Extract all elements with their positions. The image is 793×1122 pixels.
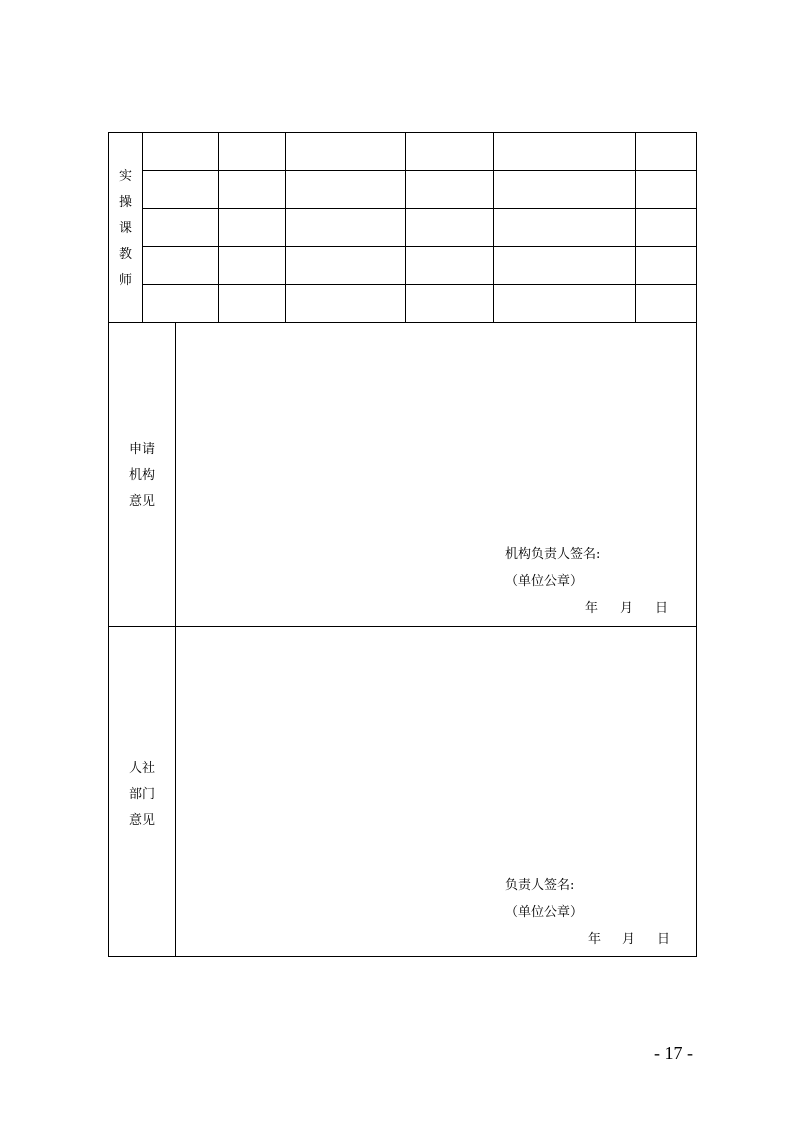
teacher-cell[interactable] — [636, 133, 696, 170]
teacher-row-divider — [142, 170, 697, 171]
teacher-cell[interactable] — [406, 133, 493, 170]
hr-opinion-content[interactable] — [176, 627, 696, 956]
hr-label-line: 部门 — [128, 787, 155, 802]
hr-date-day: 日 — [657, 932, 671, 947]
hr-label-line: 人社 — [128, 761, 155, 776]
teacher-label-char: 教 — [118, 247, 132, 262]
hr-date-year: 年 — [588, 932, 602, 947]
teacher-row-divider — [142, 208, 697, 209]
application-opinion-label — [109, 437, 175, 515]
application-seal-label: （单位公章） — [505, 574, 584, 589]
teacher-cell[interactable] — [143, 133, 218, 170]
teacher-label-char: 实 — [118, 169, 132, 184]
teacher-cell[interactable] — [286, 133, 405, 170]
teacher-cell[interactable] — [219, 133, 285, 170]
table-border-right — [696, 132, 697, 957]
application-label-line: 申请 — [128, 442, 155, 457]
hr-label-line: 意见 — [128, 813, 155, 828]
application-signature-label: 机构负责人签名: — [505, 547, 601, 562]
application-date-month: 月 — [620, 601, 634, 616]
teacher-section-label — [109, 164, 142, 294]
application-date-year: 年 — [585, 601, 599, 616]
teacher-row-divider — [142, 246, 697, 247]
hr-seal-label: （单位公章） — [505, 905, 584, 920]
hr-date-month: 月 — [622, 932, 636, 947]
teacher-row-divider — [142, 284, 697, 285]
application-label-line: 机构 — [128, 468, 155, 483]
teacher-cell[interactable] — [494, 133, 635, 170]
hr-signature-label: 负责人签名: — [505, 878, 575, 893]
application-opinion-content[interactable] — [176, 323, 696, 626]
application-date-day: 日 — [655, 601, 669, 616]
table-border-bottom — [108, 956, 697, 957]
page-number: - 17 - — [654, 1043, 693, 1063]
application-label-line: 意见 — [128, 494, 155, 509]
hr-opinion-label — [109, 756, 175, 834]
teacher-label-char: 师 — [118, 273, 132, 288]
teacher-label-char: 课 — [118, 221, 132, 236]
teacher-label-char: 操 — [118, 195, 132, 210]
